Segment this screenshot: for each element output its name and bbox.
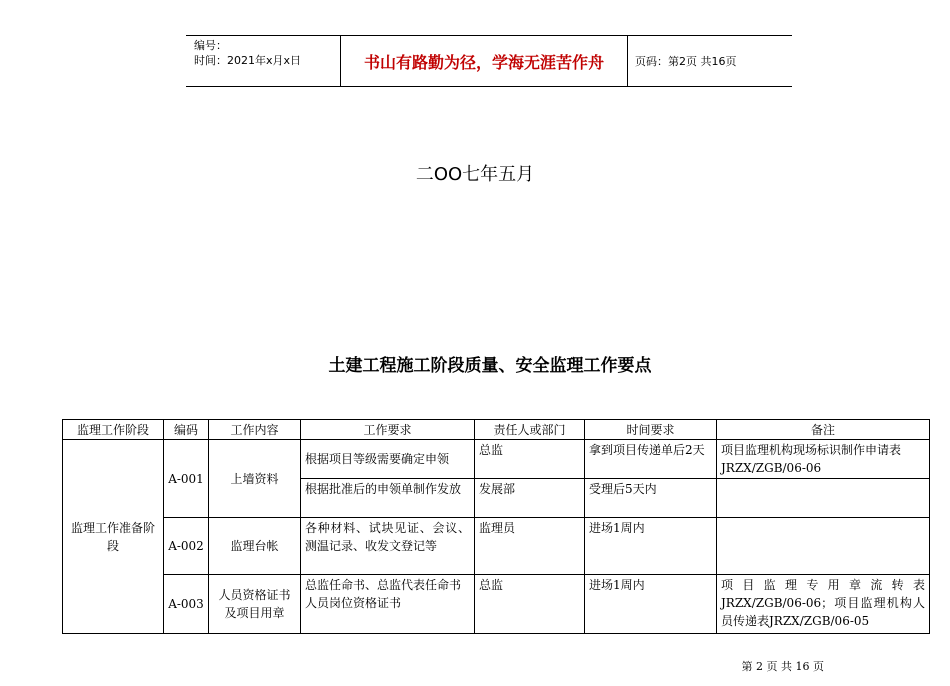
table-row <box>63 440 930 479</box>
stage-cell: 监理工作准备阶段 <box>63 440 164 634</box>
col-header-code: 编码 <box>164 420 209 440</box>
note-cell <box>717 518 930 575</box>
requirement-line: 总监任命书、总监代表任命书 <box>305 578 462 592</box>
note-cell <box>717 479 930 518</box>
code-cell: A-001 <box>164 440 209 518</box>
requirement-cell: 根据批准后的申领单制作发放 <box>301 479 475 518</box>
code-cell: A-002 <box>164 518 209 575</box>
col-header-stage: 监理工作阶段 <box>63 420 164 440</box>
requirement-cell <box>301 575 475 634</box>
date-line: 二OO七年五月 <box>415 164 535 185</box>
responsible-cell: 总监 <box>475 575 585 634</box>
header-motto: 书山有路勤为径，学海无涯苦作舟 <box>340 36 628 86</box>
time-cell: 进场1周内 <box>585 518 717 575</box>
note-cell: 项目监理专用章流转表JRZX/ZGB/06-06；项目监理机构人员传递表JRZX/ZGB/06-05 <box>717 575 930 634</box>
doc-number-label: 编号： <box>194 39 227 52</box>
document-title: 土建工程施工阶段质量、安全监理工作要点 <box>328 356 652 376</box>
col-header-content: 工作内容 <box>209 420 301 440</box>
supervision-table <box>62 419 930 634</box>
requirement-line: 人员岗位资格证书 <box>305 596 402 610</box>
responsible-cell: 总监 <box>475 440 585 479</box>
table-header-row <box>63 420 930 440</box>
col-header-time: 时间要求 <box>585 420 717 440</box>
time-cell: 拿到项目传递单后2天 <box>585 440 717 479</box>
content-cell: 人员资格证书及项目用章 <box>209 575 301 634</box>
requirement-cell: 各种材料、试块见证、会议、测温记录、收发文登记等 <box>301 518 475 575</box>
page-footer: 第 2 页 共 16 页 <box>741 660 824 673</box>
table-row <box>63 575 930 634</box>
header-meta <box>186 36 340 86</box>
requirement-cell: 根据项目等级需要确定申领 <box>301 440 475 479</box>
doc-time-label: 时间：2021年x月x日 <box>194 54 302 67</box>
responsible-cell: 监理员 <box>475 518 585 575</box>
col-header-note: 备注 <box>717 420 930 440</box>
col-header-responsible: 责任人或部门 <box>475 420 585 440</box>
time-cell: 受理后5天内 <box>585 479 717 518</box>
table-row <box>63 518 930 575</box>
time-cell: 进场1周内 <box>585 575 717 634</box>
code-cell: A-003 <box>164 575 209 634</box>
responsible-cell: 发展部 <box>475 479 585 518</box>
col-header-requirement: 工作要求 <box>301 420 475 440</box>
page-header <box>186 35 792 87</box>
note-cell: 项目监理机构现场标识制作申请表JRZX/ZGB/06-06 <box>717 440 930 479</box>
header-page-number: 页码：第2页 共16页 <box>635 55 737 68</box>
content-cell: 上墙资料 <box>209 440 301 518</box>
content-cell: 监理台帐 <box>209 518 301 575</box>
